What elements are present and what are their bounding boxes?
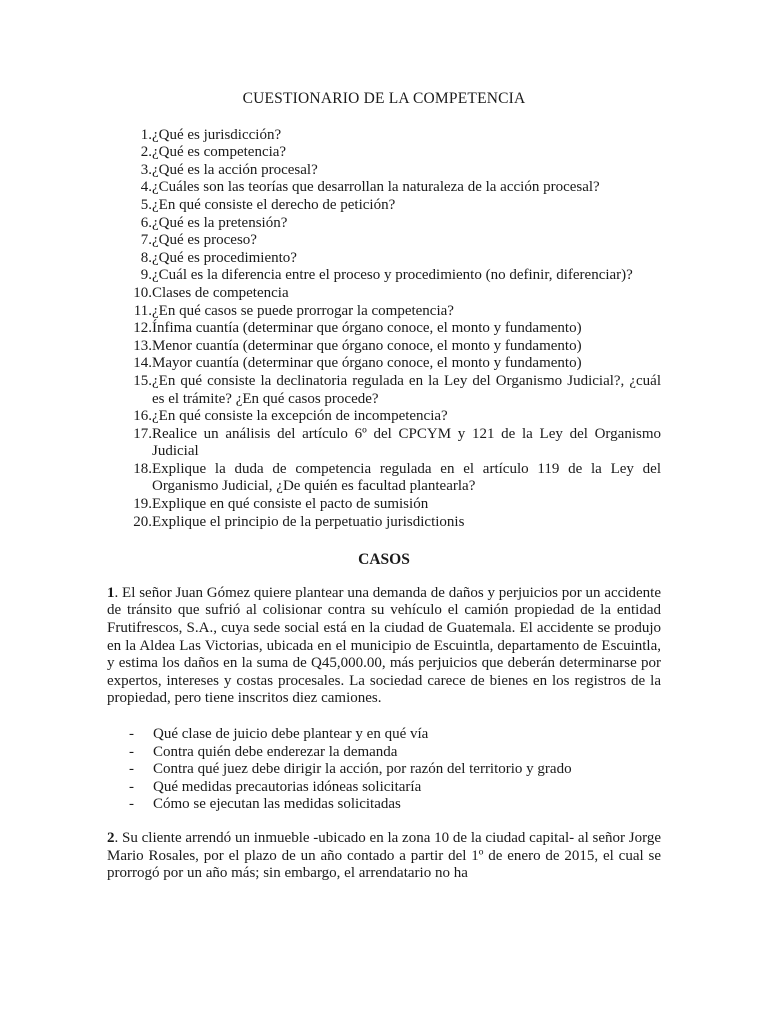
question-text: Explique el principio de la perpetuatio jurisdictionis [152, 513, 465, 530]
list-item-text: Cómo se ejecutan las medidas solicitadas [153, 796, 401, 813]
dash-bullet: - [129, 761, 134, 778]
question-text: ¿En qué consiste la declinatoria regulada en la Ley del Organismo Judicial?, ¿cuál es el trámite? ¿En qué casos procede? [152, 372, 661, 407]
question-text: Realice un análisis del artículo 6º del CPCYM y 121 de la Ley del Organismo Judicial [152, 425, 661, 460]
case-1-number: 1 [107, 584, 115, 601]
question-item [126, 514, 661, 532]
question-text: ¿Cuáles son las teorías que desarrollan la naturaleza de la acción procesal? [152, 179, 600, 196]
question-text: ¿En qué consiste la excepción de incompetencia? [152, 408, 448, 425]
dash-bullet: - [129, 743, 134, 760]
case-1-question-list [107, 726, 661, 814]
question-number: 3. [140, 161, 152, 178]
case-1-paragraph [107, 585, 661, 708]
question-number: 18. [133, 460, 152, 477]
list-item [129, 761, 661, 779]
question-number: 10. [133, 284, 152, 301]
question-item [126, 320, 661, 338]
dash-bullet: - [129, 796, 134, 813]
question-item [126, 355, 661, 373]
question-text: ¿Qué es competencia? [152, 144, 287, 161]
question-item [126, 408, 661, 426]
question-item [126, 232, 661, 250]
document-title: CUESTIONARIO DE LA COMPETENCIA [242, 90, 526, 107]
question-text: ¿Qué es la pretensión? [152, 214, 288, 231]
question-text: Explique en qué consiste el pacto de sumisión [152, 496, 429, 513]
list-item-text: Contra qué juez debe dirigir la acción, por razón del territorio y grado [153, 761, 572, 778]
dash-bullet: - [129, 778, 134, 795]
question-text: ¿Qué es jurisdicción? [152, 126, 282, 143]
question-item [126, 215, 661, 233]
list-item [129, 779, 661, 797]
list-item [129, 726, 661, 744]
cases-heading: CASOS [358, 551, 410, 569]
list-item [129, 744, 661, 762]
question-item [126, 127, 661, 145]
question-item [126, 426, 661, 461]
question-number: 16. [133, 408, 152, 425]
question-item [126, 496, 661, 514]
question-item [126, 338, 661, 356]
question-text: ¿En qué casos se puede prorrogar la competencia? [152, 302, 454, 319]
question-item [126, 373, 661, 408]
question-item [126, 303, 661, 321]
question-number: 9. [140, 267, 152, 284]
question-number: 15. [133, 372, 152, 389]
question-text: ¿Qué es proceso? [152, 232, 257, 249]
question-item [126, 179, 661, 197]
dash-bullet: - [129, 726, 134, 742]
question-text: Menor cuantía (determinar que órgano conoce, el monto y fundamento) [152, 337, 582, 354]
question-number: 4. [140, 179, 152, 196]
question-item [126, 144, 661, 162]
case-1-text: . El señor Juan Gómez quiere plantear una demanda de daños y perjuicios por un accidente de tránsito que sufrió al colisionar contra su vehículo el camión propiedad de la entidad Frutifrescos, S.A., cuya sede social está en la ciudad de Guatemala. El accidente se produjo en la Aldea Las Victorias, ubicada en el municipio de Escuintla, departamento de Escuintla, y estima los daños en la suma de Q45,000.00, más perjuicios que deberán determinarse por expertos, intereses y costas procesales. La sociedad carece de bienes en los registros de la propiedad, pero tiene inscritos diez camiones. [107, 584, 661, 707]
question-number: 19. [133, 496, 152, 513]
case-2-text: . Su cliente arrendó un inmueble -ubicado en la zona 10 de la ciudad capital- al señor Jorge Mario Rosales, por el plazo de un año contado a partir del 1º de enero de 2015, el cual se prorrogó por un año más; sin embargo, el arrendatario no ha [107, 829, 661, 882]
question-number: 14. [133, 355, 152, 372]
question-text: Clases de competencia [152, 284, 289, 301]
question-number: 13. [133, 337, 152, 354]
question-number: 6. [140, 214, 152, 231]
question-item [126, 267, 661, 285]
question-number: 7. [140, 232, 152, 249]
question-item [126, 285, 661, 303]
question-number: 5. [140, 196, 152, 213]
question-text: ¿Qué es la acción procesal? [152, 161, 318, 178]
question-list [107, 127, 661, 532]
question-text: ¿Qué es procedimiento? [152, 249, 297, 266]
case-2-paragraph [107, 830, 661, 883]
question-number: 8. [140, 249, 152, 266]
list-item-text: Qué clase de juicio debe plantear y en qué vía [153, 726, 429, 742]
list-item-text: Qué medidas precautorias idóneas solicitaría [153, 778, 422, 795]
list-item [129, 796, 661, 814]
list-item-text: Contra quién debe enderezar la demanda [153, 743, 398, 760]
question-item [126, 461, 661, 496]
question-item [126, 162, 661, 180]
question-number: 20. [133, 513, 152, 530]
question-text: Ínfima cuantía (determinar que órgano conoce, el monto y fundamento) [152, 320, 582, 337]
question-number: 1. [140, 126, 152, 143]
question-number: 12. [133, 320, 152, 337]
question-number: 17. [133, 425, 152, 442]
question-item [126, 250, 661, 268]
case-2-number: 2 [107, 829, 115, 846]
question-text: Mayor cuantía (determinar que órgano conoce, el monto y fundamento) [152, 355, 582, 372]
question-number: 2. [140, 144, 152, 161]
question-number: 11. [133, 302, 152, 319]
question-text: Explique la duda de competencia regulada en el artículo 119 de la Ley del Organismo Judicial, ¿De quién es facultad plantearla? [152, 460, 661, 495]
question-text: ¿En qué consiste el derecho de petición? [152, 196, 396, 213]
question-item [126, 197, 661, 215]
question-text: ¿Cuál es la diferencia entre el proceso y procedimiento (no definir, diferenciar)? [152, 267, 633, 284]
